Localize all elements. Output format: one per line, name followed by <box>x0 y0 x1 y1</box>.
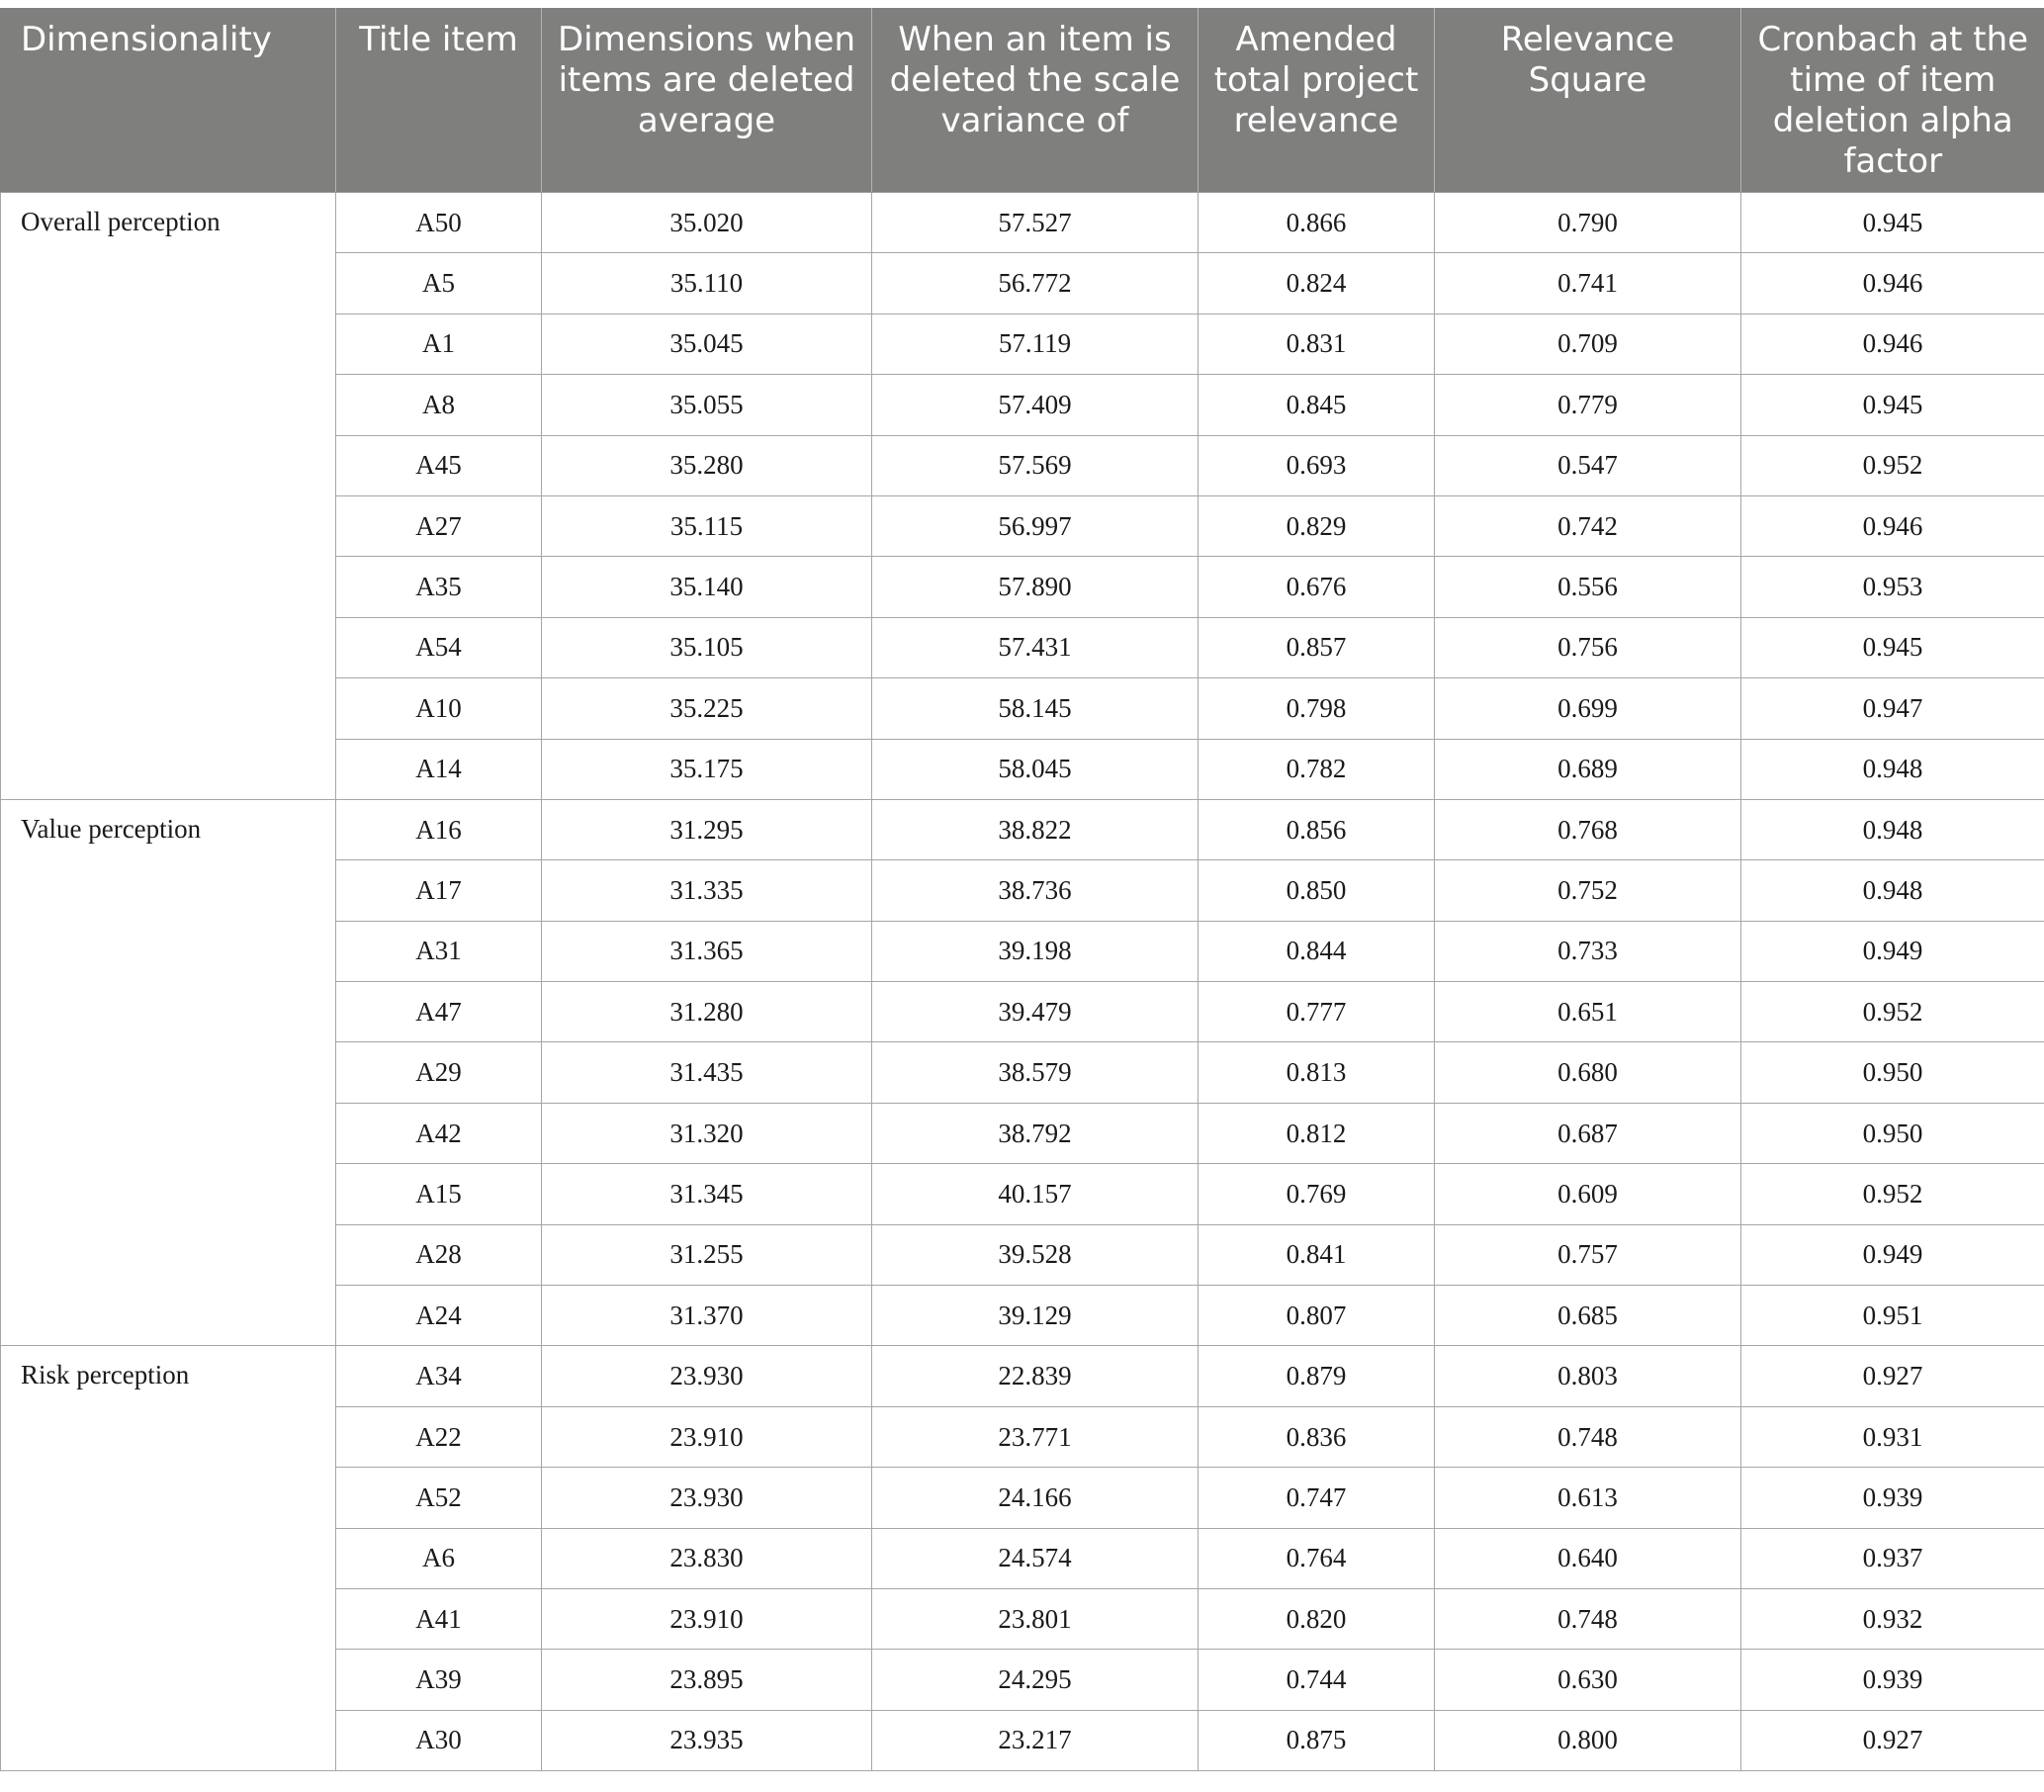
title-item-cell: A10 <box>336 678 542 739</box>
scale-variance-cell: 39.528 <box>872 1224 1199 1285</box>
cronbach-alpha-cell: 0.950 <box>1741 1103 2044 1163</box>
cronbach-alpha-cell: 0.952 <box>1741 982 2044 1042</box>
relevance-square-cell: 0.790 <box>1435 193 1741 253</box>
title-item-cell: A45 <box>336 435 542 495</box>
cronbach-alpha-cell: 0.931 <box>1741 1406 2044 1467</box>
scale-variance-cell: 39.129 <box>872 1286 1199 1346</box>
total-relevance-cell: 0.693 <box>1199 435 1435 495</box>
cronbach-alpha-cell: 0.947 <box>1741 678 2044 739</box>
scale-variance-cell: 23.217 <box>872 1710 1199 1770</box>
title-item-cell: A14 <box>336 739 542 799</box>
relevance-square-cell: 0.640 <box>1435 1528 1741 1588</box>
title-item-cell: A15 <box>336 1164 542 1224</box>
relevance-square-cell: 0.803 <box>1435 1346 1741 1406</box>
total-relevance-cell: 0.875 <box>1199 1710 1435 1770</box>
relevance-square-cell: 0.741 <box>1435 253 1741 314</box>
header-total-relevance: Amended total project relevance <box>1199 8 1435 193</box>
total-relevance-cell: 0.856 <box>1199 799 1435 859</box>
total-relevance-cell: 0.841 <box>1199 1224 1435 1285</box>
scale-variance-cell: 56.997 <box>872 495 1199 556</box>
title-item-cell: A41 <box>336 1588 542 1649</box>
total-relevance-cell: 0.829 <box>1199 495 1435 556</box>
title-item-cell: A8 <box>336 375 542 435</box>
title-item-cell: A31 <box>336 921 542 981</box>
scale-variance-cell: 57.431 <box>872 617 1199 677</box>
title-item-cell: A24 <box>336 1286 542 1346</box>
deleted-average-cell: 35.280 <box>542 435 872 495</box>
deleted-average-cell: 35.110 <box>542 253 872 314</box>
deleted-average-cell: 31.295 <box>542 799 872 859</box>
deleted-average-cell: 35.140 <box>542 557 872 617</box>
total-relevance-cell: 0.747 <box>1199 1468 1435 1528</box>
table-header <box>1 8 2044 193</box>
deleted-average-cell: 35.225 <box>542 678 872 739</box>
deleted-average-cell: 23.930 <box>542 1468 872 1528</box>
scale-variance-cell: 56.772 <box>872 253 1199 314</box>
deleted-average-cell: 35.020 <box>542 193 872 253</box>
total-relevance-cell: 0.812 <box>1199 1103 1435 1163</box>
deleted-average-cell: 23.910 <box>542 1588 872 1649</box>
title-item-cell: A47 <box>336 982 542 1042</box>
header-scale-variance: When an item is deleted the scale variance of <box>872 8 1199 193</box>
scale-variance-cell: 38.736 <box>872 860 1199 921</box>
header-deleted-average: Dimensions when items are deleted average <box>542 8 872 193</box>
table-row <box>1 193 2044 253</box>
deleted-average-cell: 31.280 <box>542 982 872 1042</box>
cronbach-alpha-cell: 0.946 <box>1741 495 2044 556</box>
deleted-average-cell: 23.910 <box>542 1406 872 1467</box>
total-relevance-cell: 0.813 <box>1199 1042 1435 1103</box>
scale-variance-cell: 38.792 <box>872 1103 1199 1163</box>
table-row <box>1 799 2044 859</box>
title-item-cell: A28 <box>336 1224 542 1285</box>
cronbach-alpha-cell: 0.951 <box>1741 1286 2044 1346</box>
deleted-average-cell: 23.930 <box>542 1346 872 1406</box>
title-item-cell: A35 <box>336 557 542 617</box>
header-row <box>1 8 2044 193</box>
scale-variance-cell: 38.822 <box>872 799 1199 859</box>
title-item-cell: A42 <box>336 1103 542 1163</box>
scale-variance-cell: 58.045 <box>872 739 1199 799</box>
cronbach-alpha-cell: 0.948 <box>1741 799 2044 859</box>
total-relevance-cell: 0.807 <box>1199 1286 1435 1346</box>
cronbach-alpha-cell: 0.948 <box>1741 739 2044 799</box>
dimension-label: Value perception <box>1 799 336 1346</box>
deleted-average-cell: 31.435 <box>542 1042 872 1103</box>
relevance-square-cell: 0.689 <box>1435 739 1741 799</box>
deleted-average-cell: 31.335 <box>542 860 872 921</box>
relevance-square-cell: 0.609 <box>1435 1164 1741 1224</box>
scale-variance-cell: 39.198 <box>872 921 1199 981</box>
total-relevance-cell: 0.831 <box>1199 314 1435 374</box>
cronbach-alpha-cell: 0.945 <box>1741 617 2044 677</box>
header-cronbach-alpha: Cronbach at the time of item deletion alpha factor <box>1741 8 2044 193</box>
scale-variance-cell: 57.409 <box>872 375 1199 435</box>
relevance-square-cell: 0.733 <box>1435 921 1741 981</box>
header-title-item: Title item <box>336 8 542 193</box>
scale-variance-cell: 39.479 <box>872 982 1199 1042</box>
scale-variance-cell: 57.527 <box>872 193 1199 253</box>
total-relevance-cell: 0.866 <box>1199 193 1435 253</box>
cronbach-alpha-cell: 0.939 <box>1741 1650 2044 1710</box>
deleted-average-cell: 31.320 <box>542 1103 872 1163</box>
relevance-square-cell: 0.757 <box>1435 1224 1741 1285</box>
scale-variance-cell: 58.145 <box>872 678 1199 739</box>
dimension-label: Overall perception <box>1 193 336 800</box>
cronbach-alpha-cell: 0.952 <box>1741 1164 2044 1224</box>
cronbach-alpha-cell: 0.945 <box>1741 375 2044 435</box>
title-item-cell: A52 <box>336 1468 542 1528</box>
title-item-cell: A54 <box>336 617 542 677</box>
item-analysis-table <box>0 8 2044 1771</box>
title-item-cell: A39 <box>336 1650 542 1710</box>
total-relevance-cell: 0.744 <box>1199 1650 1435 1710</box>
scale-variance-cell: 57.569 <box>872 435 1199 495</box>
deleted-average-cell: 35.045 <box>542 314 872 374</box>
scale-variance-cell: 57.890 <box>872 557 1199 617</box>
title-item-cell: A5 <box>336 253 542 314</box>
title-item-cell: A22 <box>336 1406 542 1467</box>
table-row <box>1 1346 2044 1406</box>
total-relevance-cell: 0.820 <box>1199 1588 1435 1649</box>
relevance-square-cell: 0.680 <box>1435 1042 1741 1103</box>
cronbach-alpha-cell: 0.948 <box>1741 860 2044 921</box>
relevance-square-cell: 0.699 <box>1435 678 1741 739</box>
total-relevance-cell: 0.850 <box>1199 860 1435 921</box>
relevance-square-cell: 0.742 <box>1435 495 1741 556</box>
cronbach-alpha-cell: 0.946 <box>1741 253 2044 314</box>
deleted-average-cell: 31.345 <box>542 1164 872 1224</box>
total-relevance-cell: 0.782 <box>1199 739 1435 799</box>
relevance-square-cell: 0.779 <box>1435 375 1741 435</box>
cronbach-alpha-cell: 0.927 <box>1741 1346 2044 1406</box>
scale-variance-cell: 22.839 <box>872 1346 1199 1406</box>
relevance-square-cell: 0.613 <box>1435 1468 1741 1528</box>
table-body <box>1 193 2044 1771</box>
relevance-square-cell: 0.800 <box>1435 1710 1741 1770</box>
total-relevance-cell: 0.844 <box>1199 921 1435 981</box>
total-relevance-cell: 0.857 <box>1199 617 1435 677</box>
total-relevance-cell: 0.879 <box>1199 1346 1435 1406</box>
scale-variance-cell: 23.801 <box>872 1588 1199 1649</box>
relevance-square-cell: 0.768 <box>1435 799 1741 859</box>
deleted-average-cell: 23.935 <box>542 1710 872 1770</box>
cronbach-alpha-cell: 0.952 <box>1741 435 2044 495</box>
cronbach-alpha-cell: 0.927 <box>1741 1710 2044 1770</box>
total-relevance-cell: 0.845 <box>1199 375 1435 435</box>
dimension-label: Risk perception <box>1 1346 336 1771</box>
scale-variance-cell: 24.295 <box>872 1650 1199 1710</box>
cronbach-alpha-cell: 0.946 <box>1741 314 2044 374</box>
total-relevance-cell: 0.824 <box>1199 253 1435 314</box>
deleted-average-cell: 35.115 <box>542 495 872 556</box>
title-item-cell: A50 <box>336 193 542 253</box>
cronbach-alpha-cell: 0.937 <box>1741 1528 2044 1588</box>
title-item-cell: A34 <box>336 1346 542 1406</box>
relevance-square-cell: 0.752 <box>1435 860 1741 921</box>
deleted-average-cell: 35.105 <box>542 617 872 677</box>
relevance-square-cell: 0.748 <box>1435 1406 1741 1467</box>
scale-variance-cell: 24.166 <box>872 1468 1199 1528</box>
title-item-cell: A27 <box>336 495 542 556</box>
cronbach-alpha-cell: 0.939 <box>1741 1468 2044 1528</box>
title-item-cell: A1 <box>336 314 542 374</box>
title-item-cell: A6 <box>336 1528 542 1588</box>
relevance-square-cell: 0.685 <box>1435 1286 1741 1346</box>
scale-variance-cell: 24.574 <box>872 1528 1199 1588</box>
deleted-average-cell: 31.370 <box>542 1286 872 1346</box>
total-relevance-cell: 0.777 <box>1199 982 1435 1042</box>
total-relevance-cell: 0.798 <box>1199 678 1435 739</box>
relevance-square-cell: 0.756 <box>1435 617 1741 677</box>
scale-variance-cell: 38.579 <box>872 1042 1199 1103</box>
deleted-average-cell: 35.175 <box>542 739 872 799</box>
cronbach-alpha-cell: 0.945 <box>1741 193 2044 253</box>
relevance-square-cell: 0.556 <box>1435 557 1741 617</box>
total-relevance-cell: 0.676 <box>1199 557 1435 617</box>
deleted-average-cell: 31.365 <box>542 921 872 981</box>
cronbach-alpha-cell: 0.932 <box>1741 1588 2044 1649</box>
total-relevance-cell: 0.764 <box>1199 1528 1435 1588</box>
scale-variance-cell: 57.119 <box>872 314 1199 374</box>
deleted-average-cell: 23.830 <box>542 1528 872 1588</box>
title-item-cell: A29 <box>336 1042 542 1103</box>
cronbach-alpha-cell: 0.949 <box>1741 921 2044 981</box>
deleted-average-cell: 35.055 <box>542 375 872 435</box>
header-dimensionality: Dimensionality <box>1 8 336 193</box>
title-item-cell: A17 <box>336 860 542 921</box>
cronbach-alpha-cell: 0.949 <box>1741 1224 2044 1285</box>
title-item-cell: A30 <box>336 1710 542 1770</box>
deleted-average-cell: 31.255 <box>542 1224 872 1285</box>
relevance-square-cell: 0.748 <box>1435 1588 1741 1649</box>
relevance-square-cell: 0.687 <box>1435 1103 1741 1163</box>
relevance-square-cell: 0.630 <box>1435 1650 1741 1710</box>
total-relevance-cell: 0.836 <box>1199 1406 1435 1467</box>
header-relevance-square: Relevance Square <box>1435 8 1741 193</box>
relevance-square-cell: 0.547 <box>1435 435 1741 495</box>
cronbach-alpha-cell: 0.953 <box>1741 557 2044 617</box>
scale-variance-cell: 40.157 <box>872 1164 1199 1224</box>
title-item-cell: A16 <box>336 799 542 859</box>
total-relevance-cell: 0.769 <box>1199 1164 1435 1224</box>
deleted-average-cell: 23.895 <box>542 1650 872 1710</box>
cronbach-alpha-cell: 0.950 <box>1741 1042 2044 1103</box>
scale-variance-cell: 23.771 <box>872 1406 1199 1467</box>
relevance-square-cell: 0.651 <box>1435 982 1741 1042</box>
relevance-square-cell: 0.709 <box>1435 314 1741 374</box>
